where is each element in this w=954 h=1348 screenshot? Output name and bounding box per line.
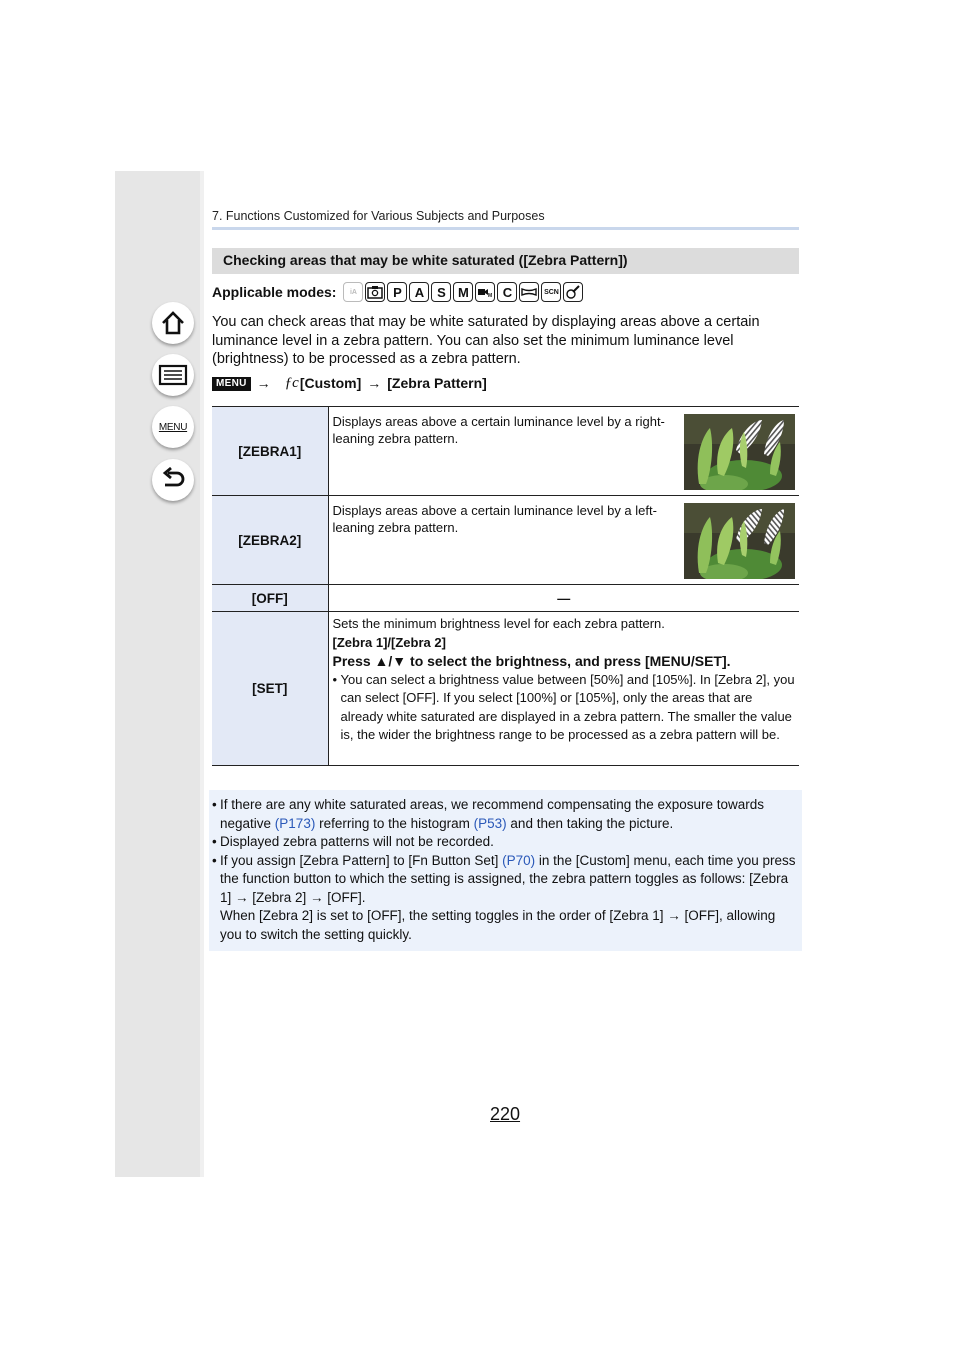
return-arrow-icon <box>159 467 187 493</box>
note-item <box>212 796 799 833</box>
menu-button[interactable] <box>152 406 194 448</box>
back-button[interactable] <box>152 459 194 501</box>
breadcrumb: 7. Functions Customized for Various Subjects and Purposes <box>212 209 545 223</box>
bullet-dot: • <box>212 797 217 812</box>
set-desc-bullet <box>333 671 796 745</box>
intro-paragraph: You can check areas that may be white saturated by displaying areas above a certain luminance level in a zebra pattern. You can also set the minimum luminance level (brightness) to be processed as a zebra pattern. <box>212 314 760 368</box>
menu-path-custom: [Custom] <box>299 375 362 391</box>
manual-mode-icon: M <box>453 282 473 302</box>
program-mode-icon: P <box>387 282 407 302</box>
aperture-priority-mode-icon: A <box>409 282 429 302</box>
table-row <box>212 585 799 612</box>
note-text: When [Zebra 2] is set to [OFF], the setting toggles in the order of [Zebra 1] → [OFF], allowing you to switch the setting quickly. <box>220 908 776 942</box>
creative-video-mode-icon <box>475 282 495 302</box>
page-link-p173[interactable]: (P173) <box>274 815 316 831</box>
home-icon <box>159 309 187 337</box>
menu-path <box>212 374 487 392</box>
intelligent-auto-plus-mode-icon <box>365 282 385 302</box>
zebra2-sample-photo <box>684 503 795 579</box>
sidebar-edge <box>200 171 204 1177</box>
note-text: If you assign [Zebra Pattern] to [Fn Button Set] <box>220 852 503 868</box>
page-number: 220 <box>490 1104 521 1124</box>
note-text: and then taking the picture. <box>506 815 674 831</box>
note-item <box>212 833 799 852</box>
page-link-p70[interactable]: (P70) <box>502 852 536 868</box>
list-icon <box>158 363 188 387</box>
bullet-dot: • <box>212 834 217 849</box>
option-desc: — <box>328 585 799 612</box>
note-text: in the [Custom] menu, each time you press the function button to which the setting is assigned, the zebra pattern toggles as follows: [Zebra 1] → [Zebra 2] → [OFF]. <box>220 852 796 905</box>
note-text: Displayed zebra patterns will not be recorded. <box>220 834 494 849</box>
table-row <box>212 612 799 766</box>
menu-path-arrow: → <box>367 375 382 391</box>
section-title: Checking areas that may be white saturated ([Zebra Pattern]) <box>212 248 799 274</box>
option-key: [ZEBRA2] <box>212 496 328 585</box>
set-desc-line: Sets the minimum brightness level for each zebra pattern. <box>332 616 665 631</box>
applicable-modes <box>212 281 585 303</box>
option-key: [OFF] <box>212 585 328 612</box>
contents-button[interactable] <box>152 354 194 396</box>
home-button[interactable] <box>152 302 194 344</box>
intelligent-auto-mode-icon: iA <box>343 282 363 302</box>
bullet-dot: • <box>212 852 217 868</box>
option-key: [ZEBRA1] <box>212 407 328 496</box>
note-text: If there are any white saturated areas, we recommend compensating the exposure towards negative <box>220 797 765 831</box>
menu-path-target: [Zebra Pattern] <box>387 375 487 391</box>
custom-mode-icon: C <box>497 282 517 302</box>
option-desc-text: Displays areas above a certain luminance level by a left-leaning zebra pattern. <box>332 503 657 535</box>
svg-text:M: M <box>488 293 493 298</box>
scene-guide-mode-icon: SCN <box>541 282 561 302</box>
set-desc-instruction: Press ▲/▼ to select the brightness, and press [MENU/SET]. <box>332 653 731 669</box>
option-desc <box>328 496 799 585</box>
option-key: [SET] <box>212 612 328 766</box>
applicable-modes-label: Applicable modes: <box>212 284 337 300</box>
zebra1-sample-photo <box>684 414 795 490</box>
set-desc-subhead: [Zebra 1]/[Zebra 2] <box>332 634 446 650</box>
creative-control-mode-icon <box>563 282 583 302</box>
menu-path-arrow: → <box>256 375 271 391</box>
notes-box <box>209 790 802 951</box>
panorama-mode-icon <box>519 282 539 302</box>
menu-tag-icon: MENU <box>212 377 251 391</box>
table-row <box>212 496 799 585</box>
option-desc-text: Displays areas above a certain luminance level by a right-leaning zebra pattern. <box>332 414 665 446</box>
options-table <box>212 406 799 766</box>
page-link-p53[interactable]: (P53) <box>473 815 507 831</box>
shutter-priority-mode-icon: S <box>431 282 451 302</box>
option-desc <box>328 407 799 496</box>
option-desc <box>328 612 799 766</box>
custom-menu-icon: ƒc <box>284 374 299 391</box>
note-text: referring to the histogram <box>315 815 474 831</box>
menu-icon: MENU <box>158 421 188 433</box>
note-item <box>212 852 799 945</box>
table-row <box>212 407 799 496</box>
breadcrumb-divider <box>212 227 799 230</box>
set-desc-bullet-text: You can select a brightness value between [50%] and [105%]. In [Zebra 2], you can select [OFF]. If you select [100%] or [105%], only the areas that are already white saturated are displayed in a zebra pattern. The smaller the value is, the wider the brightness range to be processed as a zebra pattern will be. <box>340 671 795 743</box>
bullet-dot: • <box>332 671 338 687</box>
